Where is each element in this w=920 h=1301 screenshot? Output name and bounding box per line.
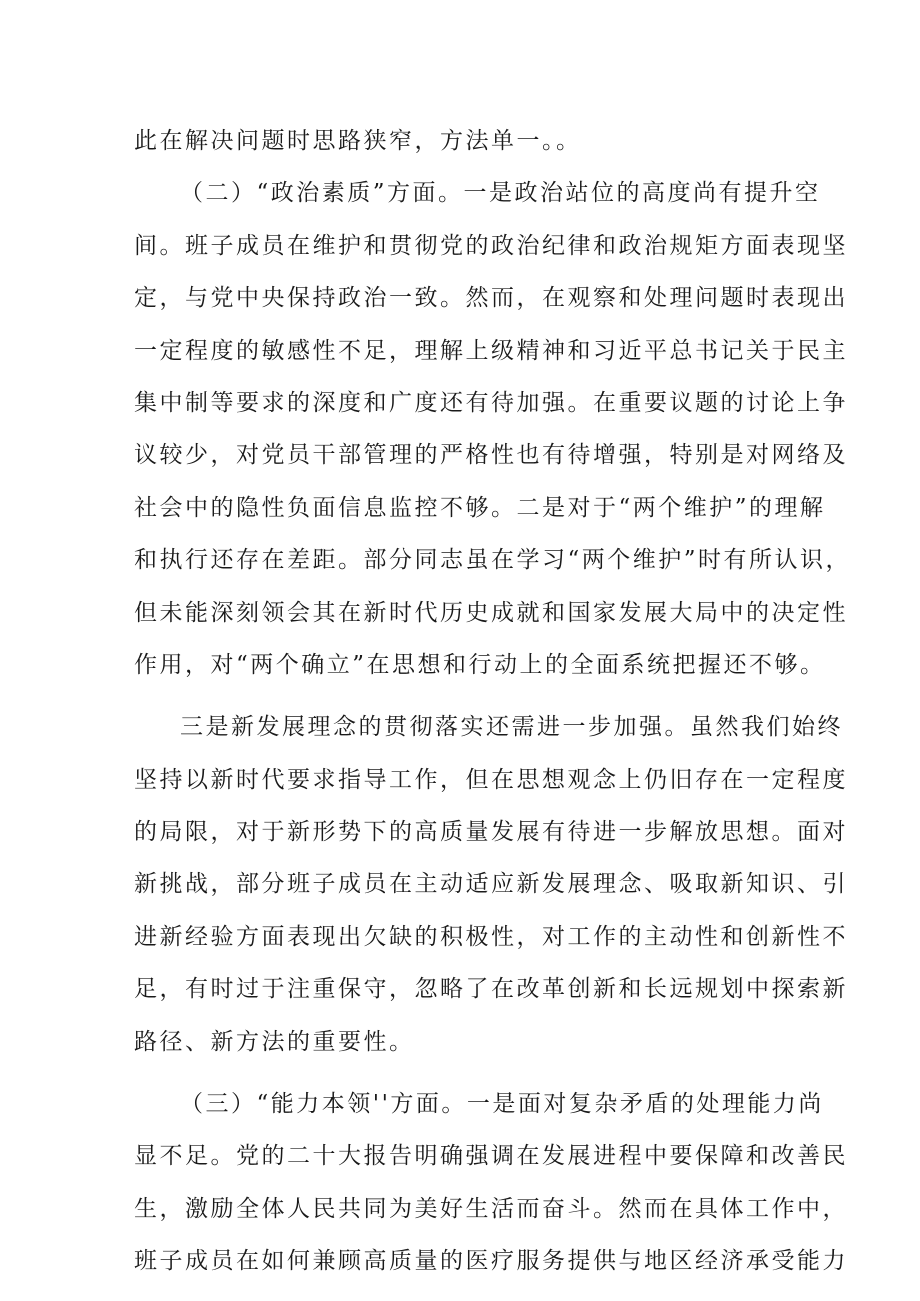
text-line: 此在解决问题时思路狭窄，方法单一。。 (134, 128, 582, 154)
text-line: 班子成员在如何兼顾高质量的医疗服务提供与地区经济承受能力 (134, 1248, 848, 1275)
text-line: 作用，对“两个确立”在思想和行动上的全面系统把握还不够。 (134, 651, 826, 678)
text-line: 路径、新方法的重要性。 (134, 1028, 415, 1055)
text-line: 显不足。党的二十大报告明确强调在发展进程中要保障和改善民 (134, 1143, 848, 1170)
paragraph-gap (134, 1068, 790, 1078)
paragraph-capability (134, 1078, 848, 1288)
text-line: 社会中的隐性负面信息监控不够。二是对于“两个维护”的理解 (134, 494, 826, 521)
text-line: 生，激励全体人民共同为美好生活而奋斗。然而在具体工作中， (134, 1195, 848, 1222)
text-line: 和执行还存在差距。部分同志虽在学习“两个维护”时有所认识， (134, 547, 852, 574)
text-line: 坚持以新时代要求指导工作，但在思想观念上仍旧存在一定程度 (134, 766, 848, 793)
document-body (134, 115, 852, 1288)
text-line: （二）“政治素质”方面。一是政治站位的高度尚有提升空 (180, 180, 821, 207)
text-line: 三是新发展理念的贯彻落实还需进一步加强。虽然我们始终 (180, 714, 843, 741)
paragraph-political-quality (134, 167, 852, 691)
paragraph-continuation (134, 115, 790, 167)
text-line: 新挑战，部分班子成员在主动适应新发展理念、吸取新知识、引 (134, 871, 848, 898)
text-line: 一定程度的敏感性不足，理解上级精神和习近平总书记关于民主 (134, 337, 848, 364)
text-line: 足，有时过于注重保守，忽略了在改革创新和长远规划中探索新 (134, 976, 848, 1003)
text-line: 集中制等要求的深度和广度还有待加强。在重要议题的讨论上争 (134, 389, 848, 416)
text-line: （三）“能力本领''方面。一是面对复杂矛盾的处理能力尚 (180, 1091, 824, 1118)
text-line: 进新经验方面表现出欠缺的积极性，对工作的主动性和创新性不 (134, 923, 848, 950)
text-line: 间。班子成员在维护和贯彻党的政治纪律和政治规矩方面表现坚 (134, 232, 848, 259)
paragraph-new-development (134, 701, 848, 1068)
paragraph-gap (134, 691, 790, 701)
text-line: 的局限，对于新形势下的高质量发展有待进一步解放思想。面对 (134, 819, 848, 846)
text-line: 但未能深刻领会其在新时代历史成就和国家发展大局中的决定性 (134, 599, 848, 626)
text-line: 议较少，对党员干部管理的严格性也有待增强，特别是对网络及 (134, 442, 848, 469)
text-line: 定，与党中央保持政治一致。然而，在观察和处理问题时表现出 (134, 285, 848, 312)
